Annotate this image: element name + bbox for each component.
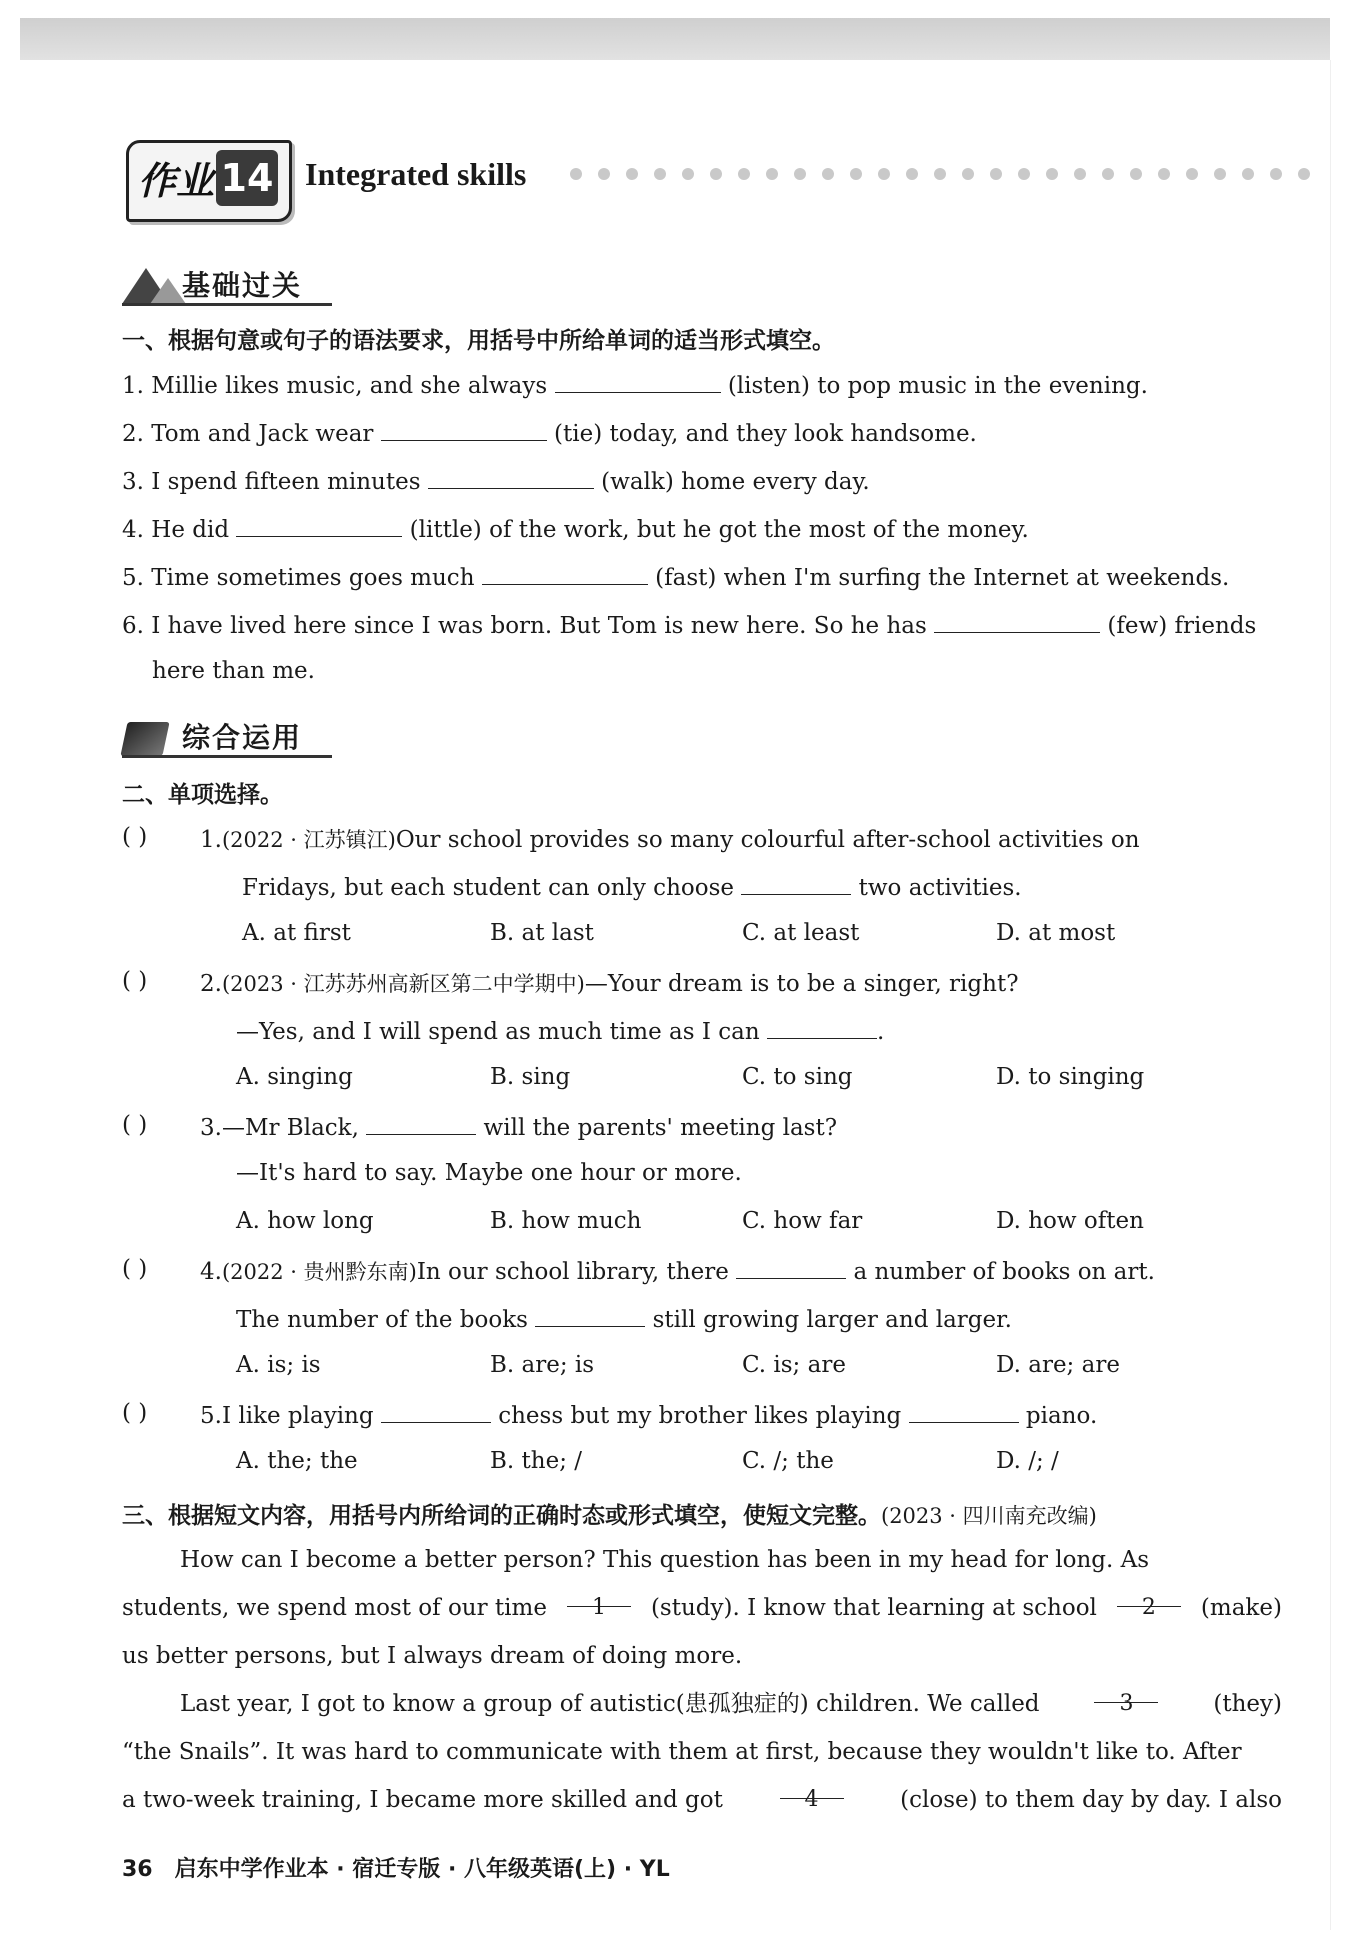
mcq-3-option-d[interactable]: D. how often xyxy=(996,1208,1144,1234)
header-dot xyxy=(598,168,610,180)
answer-paren[interactable]: ( ) xyxy=(122,824,148,850)
answer-paren[interactable]: ( ) xyxy=(122,1112,148,1138)
passage-blank-1[interactable]: 1 xyxy=(567,1584,631,1607)
header-dot xyxy=(570,168,582,180)
answer-paren[interactable]: ( ) xyxy=(122,968,148,994)
mcq-1-option-c[interactable]: C. at least xyxy=(742,920,860,946)
mcq-3-option-b[interactable]: B. how much xyxy=(490,1208,642,1234)
mcq-1-option-b[interactable]: B. at last xyxy=(490,920,594,946)
mcq-5-stem: 5.I like playing chess but my brother likes playing piano. xyxy=(200,1400,1097,1429)
mcq-1-option-d[interactable]: D. at most xyxy=(996,920,1116,946)
scan-top-strip xyxy=(20,18,1330,60)
mcq-2-option-c[interactable]: C. to sing xyxy=(742,1064,853,1090)
book-title: 启东中学作业本 · 宿迁专版 · 八年级英语(上) · YL xyxy=(174,1857,670,1882)
header-dot xyxy=(934,168,946,180)
mcq-5-option-b[interactable]: B. the; / xyxy=(490,1448,582,1474)
answer-paren[interactable]: ( ) xyxy=(122,1400,148,1426)
header-dot xyxy=(1018,168,1030,180)
header-dot xyxy=(1298,168,1310,180)
header-dot xyxy=(1046,168,1058,180)
mcq-3-option-a[interactable]: A. how long xyxy=(236,1208,374,1234)
header-dot xyxy=(1270,168,1282,180)
fill-item-2: 2. Tom and Jack wear (tie) today, and they look handsome. xyxy=(122,418,977,447)
answer-blank[interactable] xyxy=(736,1256,846,1279)
passage-line: a two-week training, I became more skilled and got 4 (close) to them day by day. I also xyxy=(122,1776,1282,1824)
page-title: Integrated skills xyxy=(305,156,527,192)
section-comprehensive-title: 综合运用 xyxy=(182,721,303,754)
header-dot xyxy=(850,168,862,180)
answer-blank[interactable] xyxy=(381,418,547,441)
mcq-2-stem: 2.(2023 · 江苏苏州高新区第二中学期中)—Your dream is to be a singer, right? xyxy=(200,971,1019,997)
header-dot xyxy=(710,168,722,180)
passage-blank-2[interactable]: 2 xyxy=(1117,1584,1181,1607)
passage-blank-3[interactable]: 3 xyxy=(1094,1680,1158,1703)
header-dot xyxy=(1186,168,1198,180)
answer-paren[interactable]: ( ) xyxy=(122,1256,148,1282)
page-number: 36 xyxy=(122,1857,153,1882)
lesson-badge-label: 作业 xyxy=(138,159,215,203)
header-dot xyxy=(682,168,694,180)
passage-blank-4[interactable]: 4 xyxy=(780,1776,844,1799)
header-dot xyxy=(878,168,890,180)
answer-blank[interactable] xyxy=(909,1400,1019,1423)
mcq-2-stem-line2: —Yes, and I will spend as much time as I can . xyxy=(236,1016,884,1045)
header-dot xyxy=(794,168,806,180)
answer-blank[interactable] xyxy=(366,1112,476,1135)
passage-line: How can I become a better person? This question has been in my head for long. As xyxy=(180,1547,1150,1573)
answer-blank[interactable] xyxy=(934,610,1100,633)
mcq-4-option-c[interactable]: C. is; are xyxy=(742,1352,846,1378)
fill-item-6-continued: here than me. xyxy=(152,658,315,684)
header-dot xyxy=(990,168,1002,180)
mcq-5-option-d[interactable]: D. /; / xyxy=(996,1448,1059,1474)
mcq-4-stem-line2: The number of the books still growing larger and larger. xyxy=(236,1304,1012,1333)
header-dot xyxy=(766,168,778,180)
fill-item-6: 6. I have lived here since I was born. But Tom is new here. So he has (few) friends xyxy=(122,610,1256,639)
section-basic-title: 基础过关 xyxy=(182,269,303,302)
mcq-3-stem: 3.—Mr Black, will the parents' meeting last? xyxy=(200,1112,837,1141)
mcq-4-stem: 4.(2022 · 贵州黔东南)In our school library, there a number of books on art. xyxy=(200,1256,1155,1286)
mcq-1-stem: 1.(2022 · 江苏镇江)Our school provides so many colourful after-school activities on xyxy=(200,827,1140,853)
answer-blank[interactable] xyxy=(555,370,721,393)
mcq-4-option-a[interactable]: A. is; is xyxy=(236,1352,321,1378)
answer-blank[interactable] xyxy=(482,562,648,585)
passage-line: Last year, I got to know a group of autistic(患孤独症的) children. We called 3 (they) xyxy=(122,1680,1282,1728)
answer-blank[interactable] xyxy=(767,1016,877,1039)
mcq-1-stem-line2: Fridays, but each student can only choose two activities. xyxy=(242,872,1022,901)
mountain-small-icon xyxy=(150,278,186,304)
section-basic xyxy=(122,262,352,310)
header-dot xyxy=(962,168,974,180)
answer-blank[interactable] xyxy=(535,1304,645,1327)
fill-item-1: 1. Millie likes music, and she always (listen) to pop music in the evening. xyxy=(122,370,1148,399)
lesson-number: 14 xyxy=(216,150,278,206)
passage-line: students, we spend most of our time 1 (study). I know that learning at school 2 (make) xyxy=(122,1584,1282,1632)
mcq-1-option-a[interactable]: A. at first xyxy=(242,920,351,946)
mcq-3-option-c[interactable]: C. how far xyxy=(742,1208,863,1234)
passage-line: us better persons, but I always dream of doing more. xyxy=(122,1643,743,1669)
answer-blank[interactable] xyxy=(741,872,851,895)
answer-blank[interactable] xyxy=(428,466,594,489)
header-dot xyxy=(906,168,918,180)
header-dot xyxy=(822,168,834,180)
header-dot xyxy=(1158,168,1170,180)
header-dot xyxy=(1102,168,1114,180)
header-dot xyxy=(1214,168,1226,180)
part1-instruction: 一、根据句意或句子的语法要求，用括号中所给单词的适当形式填空。 xyxy=(122,328,835,354)
header-dot xyxy=(1074,168,1086,180)
header-dot xyxy=(1130,168,1142,180)
header-dot xyxy=(738,168,750,180)
mcq-4-option-d[interactable]: D. are; are xyxy=(996,1352,1120,1378)
section-comprehensive xyxy=(122,714,352,762)
fill-item-5: 5. Time sometimes goes much (fast) when I'm surfing the Internet at weekends. xyxy=(122,562,1229,591)
mcq-2-option-b[interactable]: B. sing xyxy=(490,1064,571,1090)
answer-blank[interactable] xyxy=(381,1400,491,1423)
page-footer xyxy=(122,1852,670,1883)
passage-line: “the Snails”. It was hard to communicate with them at first, because they wouldn't like to. After xyxy=(122,1739,1242,1765)
header-dot xyxy=(1242,168,1254,180)
header-dot xyxy=(626,168,638,180)
passage xyxy=(122,1536,1282,1824)
part3-instruction: 三、根据短文内容，用括号内所给词的正确时态或形式填空，使短文完整。(2023 · 四川南充改编) xyxy=(122,1503,1097,1529)
header-dot xyxy=(654,168,666,180)
answer-blank[interactable] xyxy=(236,514,402,537)
mcq-5-option-c[interactable]: C. /; the xyxy=(742,1448,834,1474)
mcq-4-option-b[interactable]: B. are; is xyxy=(490,1352,595,1378)
fill-item-4: 4. He did (little) of the work, but he got the most of the money. xyxy=(122,514,1029,543)
mcq-2-option-a[interactable]: A. singing xyxy=(236,1064,353,1090)
mcq-5-option-a[interactable]: A. the; the xyxy=(236,1448,358,1474)
part2-instruction: 二、单项选择。 xyxy=(122,782,283,808)
mcq-2-option-d[interactable]: D. to singing xyxy=(996,1064,1145,1090)
book-stack-icon xyxy=(120,722,169,756)
mcq-3-stem-line2: —It's hard to say. Maybe one hour or more. xyxy=(236,1160,742,1186)
fill-item-3: 3. I spend fifteen minutes (walk) home every day. xyxy=(122,466,870,495)
